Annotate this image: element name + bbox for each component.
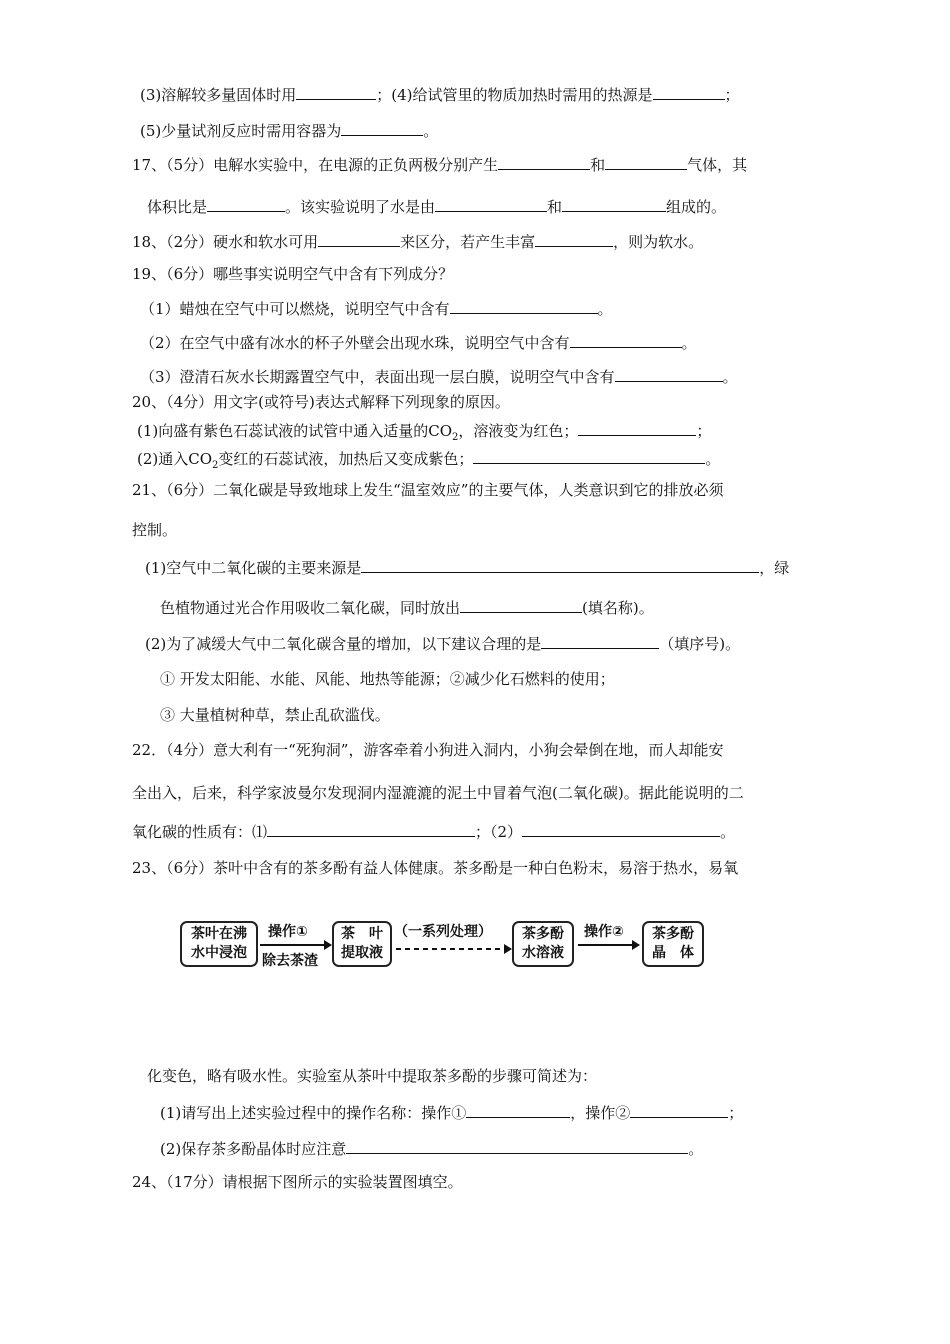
q23-line-2 <box>147 1066 597 1086</box>
text: 色植物通过光合作用吸收二氧化碳，同时放出 <box>160 599 461 617</box>
text: 控制。 <box>132 521 178 539</box>
arrow-1 <box>260 939 332 951</box>
flow-box-soak <box>180 921 258 967</box>
subscript: 2 <box>212 460 219 471</box>
text: 氧化碳的性质有：⑴ <box>132 823 268 841</box>
text: 组成的。 <box>666 198 727 216</box>
text: ① 开发太阳能、水能、风能、地热等能源；②减少化石燃料的使用； <box>160 670 615 688</box>
q19-part-3 <box>140 366 738 387</box>
process-label: （一系列处理） <box>394 924 492 940</box>
q21-part-2 <box>145 633 740 654</box>
q19-part-1 <box>140 298 613 319</box>
answer-blank[interactable] <box>605 154 687 170</box>
answer-blank[interactable] <box>570 332 682 348</box>
q17-line-1 <box>132 154 747 175</box>
text: ；（2） <box>475 823 523 841</box>
q20-part-2 <box>137 448 720 476</box>
q19-part-2 <box>140 332 697 353</box>
q23-line-1 <box>132 858 738 878</box>
text: 全出入，后来，科学家波曼尔发现洞内湿漉漉的泥土中冒着气泡(二氧化碳)。据此能说明的二 <box>132 784 744 802</box>
text: (3)溶解较多量固体时用 <box>140 86 297 104</box>
text: （2）在空气中盛有冰水的杯子外壁会出现水珠，说明空气中含有 <box>140 334 570 352</box>
text: (2)通入CO <box>137 450 213 468</box>
answer-blank[interactable] <box>498 154 590 170</box>
text: （3）澄清石灰水长期露置空气中，表面出现一层白膜，说明空气中含有 <box>140 368 615 386</box>
subscript: 2 <box>452 432 459 443</box>
answer-blank[interactable] <box>435 196 547 212</box>
op1-label: 操作① <box>268 924 308 940</box>
text: 。 <box>681 334 697 352</box>
box-line: 晶 体 <box>652 945 694 961</box>
text: (1)请写出上述实验过程中的操作名称：操作① <box>160 1104 467 1122</box>
answer-blank[interactable] <box>562 196 666 212</box>
box-line: 提取液 <box>341 945 383 961</box>
text: 18、（2分）硬水和软水可用 <box>132 233 319 251</box>
text: (填名称)。 <box>582 599 654 617</box>
text: ；(4)给试管里的物质加热时需用的热源是 <box>376 86 653 104</box>
text: (2)为了减缓大气中二氧化碳含量的增加，以下建议合理的是 <box>145 635 542 653</box>
flow-box-crystal <box>642 921 704 967</box>
tea-polyphenol-flow-diagram <box>180 917 710 975</box>
box-line: 水溶液 <box>522 945 564 961</box>
answer-blank[interactable] <box>318 231 400 247</box>
text: 24、（17分）请根据下图所示的实验装置图填空。 <box>132 1173 463 1191</box>
box-line: 茶多酚 <box>652 926 694 942</box>
box-line: 茶多酚 <box>522 926 564 942</box>
q22-line-1 <box>132 740 723 760</box>
text: 21、（6分）二氧化碳是导致地球上发生“温室效应”的主要气体，人类意识到它的排放必须 <box>132 481 724 499</box>
q22-line-2 <box>132 783 744 803</box>
q18-line <box>132 231 703 252</box>
text: ； <box>696 422 712 440</box>
box-line: 水中浸泡 <box>191 945 247 961</box>
q21-options-2 <box>160 705 390 725</box>
text: (1)向盛有紫色石蕊试液的试管中通入适量的CO <box>137 422 453 440</box>
text: 。 <box>688 1140 704 1158</box>
arrow-dashed <box>396 943 512 955</box>
q17-line-2 <box>147 196 726 217</box>
text: 。 <box>597 300 613 318</box>
answer-blank[interactable] <box>207 196 285 212</box>
op1-sublabel: 除去茶渣 <box>262 953 318 969</box>
q20-part-1 <box>137 420 711 448</box>
text: 20、（4分）用文字(或符号)表达式解释下列现象的原因。 <box>132 393 510 411</box>
answer-blank[interactable] <box>346 1138 688 1154</box>
text: ，则为软水。 <box>613 233 704 251</box>
box-line: 茶 叶 <box>341 926 383 942</box>
q21-line-2 <box>132 520 177 540</box>
arrow-2 <box>578 939 640 951</box>
answer-blank[interactable] <box>653 84 725 100</box>
text: 19、（6分）哪些事实说明空气中含有下列成分？ <box>132 265 454 283</box>
text: 气体，其 <box>687 156 748 174</box>
text: 23、（6分）茶叶中含有的茶多酚有益人体健康。茶多酚是一种白色粉末，易溶于热水，易氧 <box>132 859 739 877</box>
answer-blank[interactable] <box>341 120 423 136</box>
flow-box-solution <box>512 921 574 967</box>
flow-box-extract <box>332 921 392 967</box>
text: 。 <box>720 823 736 841</box>
answer-blank[interactable] <box>361 557 759 573</box>
text: 体积比是 <box>147 198 208 216</box>
answer-blank[interactable] <box>460 597 582 613</box>
text: ； <box>728 1104 744 1122</box>
answer-blank[interactable] <box>522 821 720 837</box>
answer-blank[interactable] <box>535 231 613 247</box>
text: 和 <box>547 198 563 216</box>
answer-blank[interactable] <box>615 366 723 382</box>
text: 17、（5分）电解水实验中，在电源的正负两极分别产生 <box>132 156 499 174</box>
text: ，操作② <box>570 1104 631 1122</box>
text: 和 <box>590 156 606 174</box>
q21-part-1-cont <box>160 597 654 618</box>
q20-heading <box>132 392 510 412</box>
text: ③ 大量植树种草，禁止乱砍滥伐。 <box>160 706 390 724</box>
answer-blank[interactable] <box>296 84 376 100</box>
text: (5)少量试剂反应时需用容器为 <box>140 122 342 140</box>
q16-line-5 <box>140 120 438 141</box>
q19-heading <box>132 264 453 284</box>
text: 。 <box>722 368 738 386</box>
answer-blank[interactable] <box>267 821 475 837</box>
op2-label: 操作② <box>584 924 624 940</box>
q21-part-1 <box>145 557 789 578</box>
text: 22．（4分）意大利有一“死狗洞”，游客牵着小狗进入洞内，小狗会晕倒在地，而人却能安 <box>132 741 724 759</box>
box-line: 茶叶在沸 <box>191 926 247 942</box>
q22-line-3 <box>132 821 735 842</box>
text: 。 <box>423 122 439 140</box>
q16-line-3-4 <box>140 84 740 105</box>
text: 。该实验说明了水是由 <box>285 198 436 216</box>
answer-blank[interactable] <box>541 633 659 649</box>
text: 来区分，若产生丰富 <box>400 233 536 251</box>
text: 。 <box>705 450 721 468</box>
text: （1）蜡烛在空气中可以燃烧，说明空气中含有 <box>140 300 450 318</box>
text: ，溶液变为红色； <box>458 422 579 440</box>
q23-part-1 <box>160 1102 743 1123</box>
answer-blank[interactable] <box>466 1102 570 1118</box>
q23-part-2 <box>160 1138 703 1159</box>
text: 化变色，略有吸水性。实验室从茶叶中提取茶多酚的步骤可简述为： <box>147 1067 598 1085</box>
text: ； <box>724 86 740 104</box>
text: (1)空气中二氧化碳的主要来源是 <box>145 559 362 577</box>
q24-heading <box>132 1172 463 1192</box>
q21-line-1 <box>132 480 723 500</box>
answer-blank[interactable] <box>630 1102 728 1118</box>
text: （填序号)。 <box>659 635 741 653</box>
answer-blank[interactable] <box>578 420 696 436</box>
q21-options-1 <box>160 669 615 689</box>
text: 变红的石蕊试液，加热后又变成紫色； <box>218 450 474 468</box>
text: (2)保存茶多酚晶体时应注意 <box>160 1140 347 1158</box>
answer-blank[interactable] <box>450 298 598 314</box>
text: ，绿 <box>759 559 790 577</box>
answer-blank[interactable] <box>473 448 705 464</box>
